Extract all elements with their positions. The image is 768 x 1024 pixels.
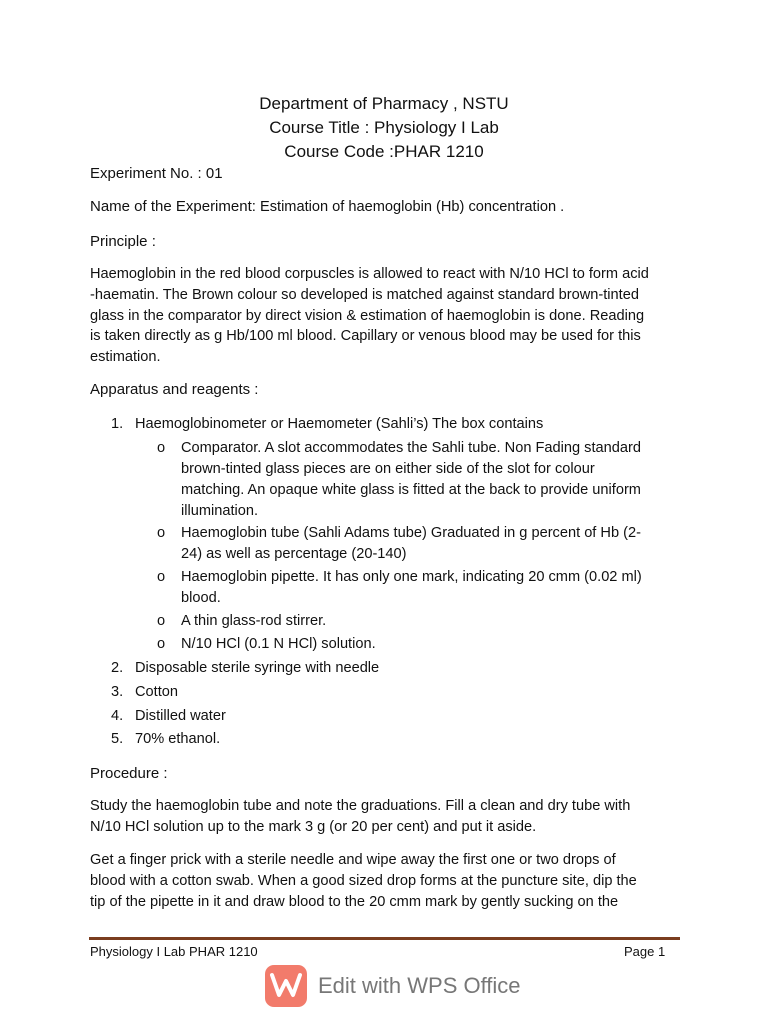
item-line: 24) as well as percentage (20-140) (181, 546, 407, 562)
apparatus-item (111, 657, 379, 679)
principle-line: -haematin. The Brown colour so developed is matched against standard brown-tinted (90, 286, 639, 303)
footer-divider (89, 937, 680, 940)
item-text: Disposable sterile syringe with needle (135, 660, 380, 676)
procedure-heading: Procedure : (90, 765, 168, 782)
principle-line: Haemoglobin in the red blood corpuscles is allowed to react with N/10 HCl to form acid (90, 266, 649, 282)
bullet-icon: o (157, 636, 166, 652)
procedure-line: N/10 HCl solution up to the mark 3 g (or 20 per cent) and put it aside. (90, 818, 537, 835)
document-header (0, 92, 768, 164)
procedure-paragraph-2 (90, 850, 680, 912)
item-line: Haemoglobin tube (Sahli Adams tube) Graduated in g percent of Hb (2- (181, 525, 641, 541)
procedure-line: Study the haemoglobin tube and note the graduations. Fill a clean and dry tube with (90, 798, 631, 814)
wps-watermark-text: Edit with WPS Office (318, 973, 521, 998)
experiment-number: Experiment No. : 01 (90, 165, 223, 182)
item-line: matching. An opaque white glass is fitted at the back to provide uniform (181, 482, 641, 498)
experiment-name (90, 197, 680, 218)
procedure-paragraph-1 (90, 796, 680, 838)
page-number: Page 1 (624, 944, 666, 959)
item-number: 5. (111, 731, 124, 747)
apparatus-item (111, 728, 220, 750)
principle-line: estimation. (90, 349, 161, 366)
wps-logo-icon (265, 965, 307, 1007)
item-line: Comparator. A slot accommodates the Sahli tube. Non Fading standard (181, 440, 641, 456)
experiment-name-value: Estimation of haemoglobin (Hb) concentration . (259, 199, 565, 215)
item-line: brown-tinted glass pieces are on either side of the slot for colour (181, 461, 595, 477)
bullet-icon: o (157, 569, 166, 585)
bullet-icon: o (157, 440, 166, 456)
bullet-icon: o (157, 525, 166, 541)
item-number: 2. (111, 660, 124, 676)
item-number: 4. (111, 708, 124, 724)
item-text: 70% ethanol. (135, 731, 221, 747)
apparatus-item (111, 681, 178, 703)
procedure-line: Get a finger prick with a sterile needle and wipe away the first one or two drops of (90, 852, 616, 868)
item-text: Haemoglobinometer or Haemometer (Sahli’s) The box contains (135, 416, 544, 432)
item-line: illumination. (181, 503, 259, 519)
apparatus-item (111, 413, 543, 435)
bullet-icon: o (157, 613, 166, 629)
item-text: Cotton (135, 684, 178, 700)
footer-course-label: Physiology I Lab PHAR 1210 (90, 944, 258, 959)
item-line: Haemoglobin pipette. It has only one mark, indicating 20 cmm (0.02 ml) (181, 569, 642, 585)
experiment-name-label: Name of the Experiment: (90, 198, 256, 215)
item-text: Distilled water (135, 708, 226, 724)
principle-paragraph (90, 264, 680, 368)
principle-line: glass in the comparator by direct vision & estimation of haemoglobin is done. Reading (90, 307, 645, 324)
apparatus-item (111, 705, 226, 727)
item-line: N/10 HCl (0.1 N HCl) solution. (181, 636, 376, 652)
procedure-line: tip of the pipette in it and draw blood to the 20 cmm mark by gently sucking on the (90, 893, 619, 910)
item-line: blood. (181, 590, 221, 606)
procedure-line: blood with a cotton swab. When a good sized drop forms at the puncture site, dip the (90, 872, 637, 889)
department-title: Department of Pharmacy , NSTU (259, 94, 509, 113)
course-title: Course Title : Physiology I Lab (269, 118, 499, 137)
item-line: A thin glass-rod stirrer. (181, 613, 327, 629)
course-code: Course Code :PHAR 1210 (284, 142, 484, 161)
item-number: 1. (111, 416, 124, 432)
item-number: 3. (111, 684, 124, 700)
apparatus-heading: Apparatus and reagents : (90, 381, 259, 398)
wps-watermark[interactable] (265, 965, 525, 1007)
principle-line: is taken directly as g Hb/100 ml blood. Capillary or venous blood may be used for this (90, 328, 641, 345)
principle-heading: Principle : (90, 233, 156, 250)
